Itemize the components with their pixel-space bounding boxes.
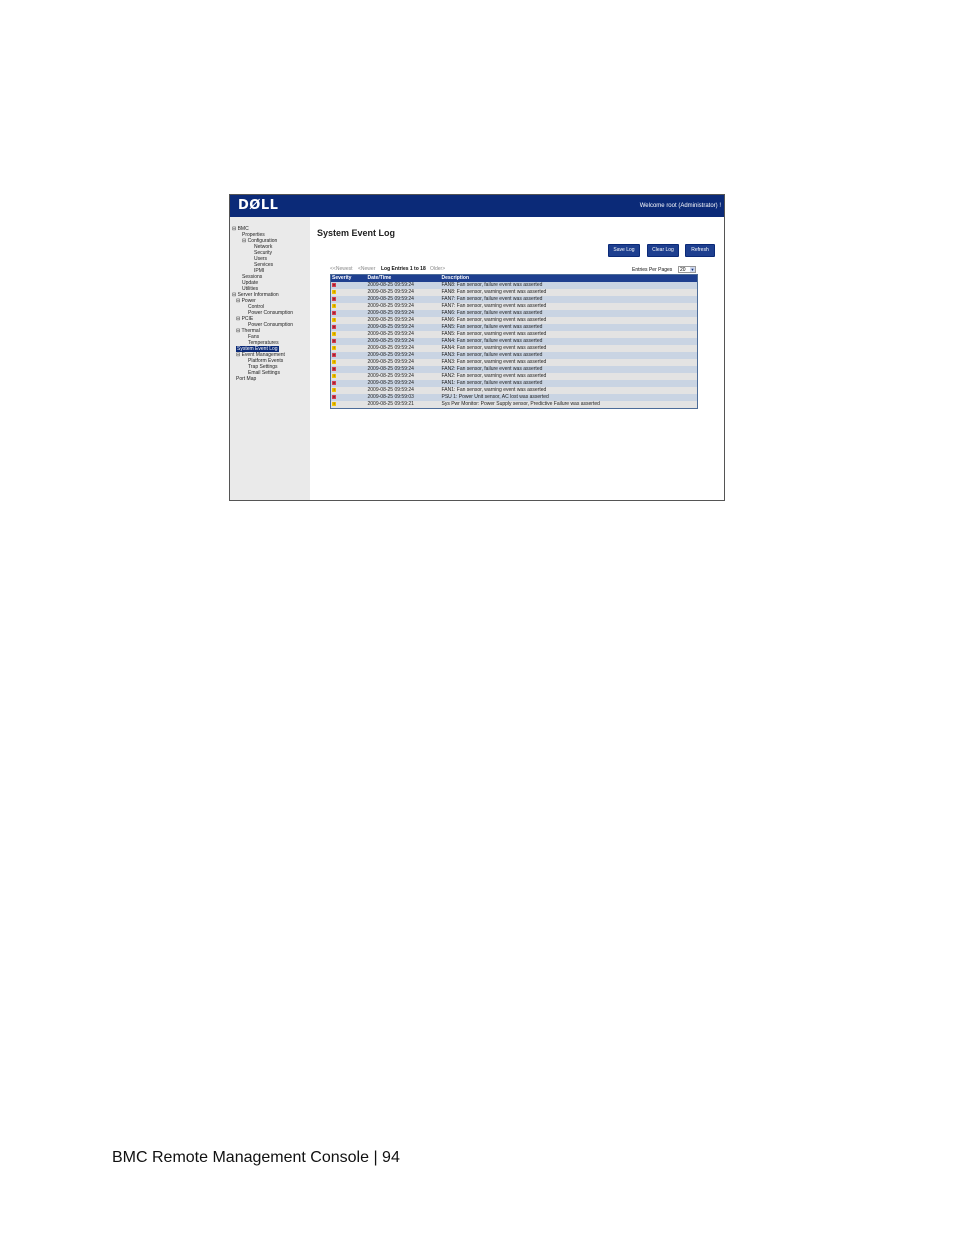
- main-content: [310, 217, 724, 500]
- datetime-cell: 2009-08-25 09:59:24: [367, 317, 441, 324]
- warning-severity-icon: !: [333, 401, 335, 406]
- critical-severity-icon: ×: [332, 310, 336, 315]
- nav-network[interactable]: Network: [254, 244, 273, 250]
- warning-severity-icon: !: [333, 317, 335, 322]
- entries-per-page-select[interactable]: [678, 266, 696, 273]
- pager-current-range: Log Entries 1 to 18: [381, 266, 426, 272]
- entries-per-page-value: 20: [680, 267, 686, 273]
- nav-system-event-log[interactable]: System Event Log: [237, 346, 278, 352]
- critical-severity-icon: ×: [332, 394, 336, 399]
- datetime-cell: 2009-08-25 09:59:03: [367, 394, 441, 401]
- critical-severity-icon: ×: [332, 380, 336, 385]
- datetime-cell: 2009-08-25 09:59:24: [367, 296, 441, 303]
- description-cell: FAN8: Fan sensor, failure event was asserted: [441, 282, 698, 289]
- pager-newer-link[interactable]: <Newer: [358, 266, 376, 272]
- severity-cell: [331, 352, 367, 359]
- description-cell: FAN4: Fan sensor, failure event was asserted: [441, 338, 698, 345]
- nav-properties[interactable]: Properties: [242, 232, 265, 238]
- datetime-cell: 2009-08-25 09:59:24: [367, 310, 441, 317]
- nav-temperatures[interactable]: Temperatures: [248, 340, 279, 346]
- page-title: System Event Log: [317, 228, 396, 238]
- table-row: [331, 366, 698, 373]
- nav-power-control[interactable]: Control: [248, 304, 265, 310]
- clear-log-button[interactable]: Clear Log: [647, 244, 679, 257]
- severity-cell: [331, 296, 367, 303]
- severity-cell: [331, 324, 367, 331]
- severity-cell: [331, 366, 367, 373]
- nav-bmc[interactable]: ⊟ BMC: [232, 226, 249, 232]
- table-row: [331, 282, 698, 289]
- chevron-down-icon: ▼: [690, 267, 695, 272]
- nav-thermal[interactable]: ⊟ Thermal: [236, 328, 260, 334]
- table-row: [331, 380, 698, 387]
- pager-newest-link[interactable]: <<Newest: [330, 266, 353, 272]
- datetime-cell: 2009-08-25 09:59:24: [367, 345, 441, 352]
- table-row: [331, 289, 698, 296]
- severity-cell: [331, 373, 367, 380]
- warning-severity-icon: !: [333, 359, 335, 364]
- severity-cell: [331, 289, 367, 296]
- severity-cell: [331, 380, 367, 387]
- description-cell: FAN6: Fan sensor, failure event was asserted: [441, 310, 698, 317]
- datetime-cell: 2009-08-25 09:59:24: [367, 359, 441, 366]
- column-header-description[interactable]: Description: [441, 275, 698, 283]
- datetime-cell: 2009-08-25 09:59:24: [367, 324, 441, 331]
- severity-cell: [331, 401, 367, 409]
- nav-port-map[interactable]: Port Map: [236, 376, 257, 382]
- nav-services[interactable]: Services: [254, 262, 274, 268]
- table-row: [331, 345, 698, 352]
- warning-severity-icon: !: [333, 289, 335, 294]
- datetime-cell: 2009-08-25 09:59:24: [367, 331, 441, 338]
- nav-utilities[interactable]: Utilities: [242, 286, 259, 292]
- warning-severity-icon: !: [333, 331, 335, 336]
- critical-severity-icon: ×: [332, 324, 336, 329]
- nav-sessions[interactable]: Sessions: [242, 274, 263, 280]
- severity-cell: [331, 345, 367, 352]
- table-row: [331, 373, 698, 380]
- refresh-button[interactable]: Refresh: [685, 244, 715, 257]
- nav-pcie-power-consumption[interactable]: Power Consumption: [248, 322, 294, 328]
- datetime-cell: 2009-08-25 09:59:24: [367, 387, 441, 394]
- nav-platform-events[interactable]: Platform Events: [248, 358, 284, 364]
- table-row: [331, 352, 698, 359]
- event-log-table: [330, 274, 698, 409]
- column-header-severity[interactable]: Severity: [331, 275, 367, 283]
- severity-cell: [331, 317, 367, 324]
- table-row: [331, 317, 698, 324]
- table-header-row: [331, 275, 698, 283]
- table-row: [331, 394, 698, 401]
- nav-email-settings[interactable]: Email Settings: [248, 370, 280, 376]
- description-cell: FAN1: Fan sensor, warning event was asserted: [441, 387, 698, 394]
- severity-cell: [331, 282, 367, 289]
- table-row: [331, 338, 698, 345]
- table-row: [331, 296, 698, 303]
- description-cell: PSU 1: Power Unit sensor, AC lost was asserted: [441, 394, 698, 401]
- table-row: [331, 324, 698, 331]
- critical-severity-icon: ×: [332, 296, 336, 301]
- description-cell: FAN7: Fan sensor, warning event was asserted: [441, 303, 698, 310]
- description-cell: FAN2: Fan sensor, warning event was asserted: [441, 373, 698, 380]
- critical-severity-icon: ×: [332, 366, 336, 371]
- warning-severity-icon: !: [333, 345, 335, 350]
- datetime-cell: 2009-08-25 09:59:24: [367, 373, 441, 380]
- description-cell: FAN4: Fan sensor, warning event was asserted: [441, 345, 698, 352]
- table-row: [331, 331, 698, 338]
- sidebar-tree: [230, 217, 310, 500]
- warning-severity-icon: !: [333, 387, 335, 392]
- severity-cell: [331, 394, 367, 401]
- description-cell: Sys Pwr Monitor: Power Supply sensor, Predictive Failure was asserted: [441, 401, 698, 409]
- datetime-cell: 2009-08-25 09:59:24: [367, 289, 441, 296]
- warning-severity-icon: !: [333, 373, 335, 378]
- datetime-cell: 2009-08-25 09:59:21: [367, 401, 441, 409]
- nav-security[interactable]: Security: [254, 250, 273, 256]
- nav-power-consumption[interactable]: Power Consumption: [248, 310, 294, 316]
- nav-trap-settings[interactable]: Trap Settings: [248, 364, 278, 370]
- severity-cell: [331, 303, 367, 310]
- table-row: [331, 401, 698, 409]
- nav-configuration[interactable]: ⊟ Configuration: [242, 238, 278, 244]
- description-cell: FAN3: Fan sensor, failure event was asserted: [441, 352, 698, 359]
- description-cell: FAN2: Fan sensor, failure event was asserted: [441, 366, 698, 373]
- datetime-cell: 2009-08-25 09:59:24: [367, 380, 441, 387]
- critical-severity-icon: ×: [332, 282, 336, 287]
- dell-logo: DØLL: [238, 198, 279, 213]
- nav-server-information[interactable]: ⊟ Server Information: [232, 292, 279, 298]
- severity-cell: [331, 338, 367, 345]
- table-row: [331, 387, 698, 394]
- description-cell: FAN5: Fan sensor, failure event was asserted: [441, 324, 698, 331]
- table-row: [331, 310, 698, 317]
- description-cell: FAN5: Fan sensor, warning event was asserted: [441, 331, 698, 338]
- description-cell: FAN6: Fan sensor, warning event was asserted: [441, 317, 698, 324]
- column-header-datetime[interactable]: Date/Time: [367, 275, 441, 283]
- description-cell: FAN1: Fan sensor, failure event was asserted: [441, 380, 698, 387]
- datetime-cell: 2009-08-25 09:59:24: [367, 282, 441, 289]
- nav-update[interactable]: Update: [242, 280, 259, 286]
- pager-older-link[interactable]: Older>: [430, 266, 446, 272]
- datetime-cell: 2009-08-25 09:59:24: [367, 338, 441, 345]
- datetime-cell: 2009-08-25 09:59:24: [367, 352, 441, 359]
- nav-pcie[interactable]: ⊟ PCIE: [236, 316, 254, 322]
- welcome-text: Welcome root (Administrator) !: [639, 203, 721, 209]
- description-cell: FAN8: Fan sensor, warning event was asserted: [441, 289, 698, 296]
- datetime-cell: 2009-08-25 09:59:24: [367, 303, 441, 310]
- event-log-body: [331, 282, 698, 409]
- severity-cell: [331, 310, 367, 317]
- severity-cell: [331, 359, 367, 366]
- bmc-console-screenshot: [229, 194, 725, 501]
- datetime-cell: 2009-08-25 09:59:24: [367, 366, 441, 373]
- table-row: [331, 359, 698, 366]
- nav-fans[interactable]: Fans: [248, 334, 260, 340]
- table-row: [331, 303, 698, 310]
- save-log-button[interactable]: Save Log: [608, 244, 640, 257]
- description-cell: FAN3: Fan sensor, warning event was asserted: [441, 359, 698, 366]
- header-bar: [230, 195, 724, 217]
- description-cell: FAN7: Fan sensor, failure event was asserted: [441, 296, 698, 303]
- critical-severity-icon: ×: [332, 338, 336, 343]
- nav-users[interactable]: Users: [254, 256, 268, 262]
- entries-per-page-label: Entries Per Pages: [632, 267, 673, 273]
- nav-power[interactable]: ⊟ Power: [236, 298, 256, 304]
- page-footer: BMC Remote Management Console | 94: [112, 1149, 400, 1166]
- severity-cell: [331, 331, 367, 338]
- nav-ipmi[interactable]: IPMI: [254, 268, 265, 274]
- critical-severity-icon: ×: [332, 352, 336, 357]
- severity-cell: [331, 387, 367, 394]
- nav-event-management[interactable]: ⊟ Event Management: [236, 352, 285, 358]
- warning-severity-icon: !: [333, 303, 335, 308]
